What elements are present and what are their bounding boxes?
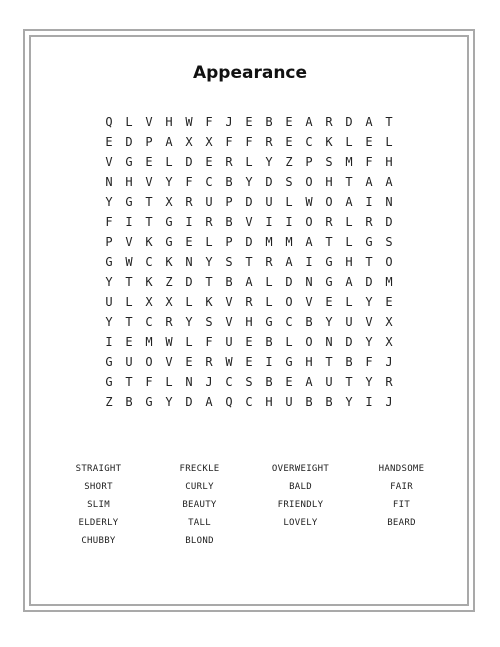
grid-cell: G <box>285 355 293 369</box>
grid-cell: Y <box>365 335 373 349</box>
grid-cell: P <box>225 195 233 209</box>
grid-cell: V <box>125 235 133 249</box>
grid-cell: R <box>165 315 173 329</box>
grid-cell: J <box>385 355 393 369</box>
grid-cell: M <box>385 275 393 289</box>
grid-cell: V <box>245 215 253 229</box>
grid-cell: T <box>125 315 133 329</box>
grid-cell: O <box>305 335 313 349</box>
grid-cell: I <box>265 215 273 229</box>
grid-cell: A <box>345 275 353 289</box>
grid-cell: R <box>385 375 393 389</box>
grid-cell: C <box>285 315 293 329</box>
grid-cell: L <box>345 135 353 149</box>
grid-cell: N <box>185 255 193 269</box>
word-list-item: BLOND <box>185 536 214 546</box>
grid-cell: J <box>205 375 213 389</box>
grid-cell: E <box>385 295 393 309</box>
grid-cell: D <box>385 215 393 229</box>
grid-cell: P <box>145 135 153 149</box>
grid-cell: A <box>245 275 253 289</box>
grid-cell: A <box>165 135 173 149</box>
word-list-item: BALD <box>289 482 312 492</box>
grid-cell: U <box>105 295 113 309</box>
grid-cell: L <box>205 235 213 249</box>
grid-cell: M <box>145 335 153 349</box>
grid-cell: G <box>125 155 133 169</box>
grid-cell: C <box>225 375 233 389</box>
grid-cell: E <box>285 135 293 149</box>
grid-cell: K <box>205 295 213 309</box>
grid-cell: B <box>225 275 233 289</box>
grid-cell: B <box>265 115 273 129</box>
grid-cell: E <box>365 135 373 149</box>
grid-cell: A <box>285 255 293 269</box>
grid-cell: Y <box>105 275 113 289</box>
grid-cell: D <box>365 275 373 289</box>
grid-cell: N <box>325 335 333 349</box>
grid-cell: U <box>225 335 233 349</box>
grid-cell: E <box>245 355 253 369</box>
grid-cell: V <box>225 315 233 329</box>
grid-cell: I <box>125 215 133 229</box>
grid-cell: O <box>285 295 293 309</box>
grid-cell: C <box>205 175 213 189</box>
grid-cell: L <box>125 115 133 129</box>
grid-cell: T <box>345 375 353 389</box>
grid-cell: R <box>365 215 373 229</box>
grid-cell: T <box>325 355 333 369</box>
grid-cell: T <box>345 175 353 189</box>
word-list-item: FAIR <box>390 482 413 492</box>
word-list-item: SLIM <box>87 500 110 510</box>
grid-cell: L <box>345 215 353 229</box>
grid-cell: F <box>365 355 373 369</box>
grid-cell: B <box>225 175 233 189</box>
grid-cell: B <box>305 315 313 329</box>
grid-cell: E <box>285 115 293 129</box>
grid-cell: Y <box>105 195 113 209</box>
grid-cell: G <box>265 315 273 329</box>
grid-cell: O <box>385 255 393 269</box>
grid-cell: U <box>325 375 333 389</box>
grid-cell: P <box>225 235 233 249</box>
grid-cell: G <box>165 215 173 229</box>
grid-cell: L <box>265 275 273 289</box>
grid-cell: F <box>145 375 153 389</box>
grid-cell: R <box>225 155 233 169</box>
grid-cell: F <box>105 215 113 229</box>
grid-cell: T <box>365 255 373 269</box>
word-list-item: CURLY <box>185 482 214 492</box>
grid-cell: T <box>325 235 333 249</box>
grid-cell: D <box>345 115 353 129</box>
grid-cell: R <box>205 355 213 369</box>
grid-cell: E <box>185 235 193 249</box>
grid-cell: I <box>185 215 193 229</box>
grid-cell: Y <box>365 295 373 309</box>
grid-cell: R <box>205 215 213 229</box>
grid-cell: K <box>145 235 153 249</box>
grid-cell: S <box>385 235 393 249</box>
grid-cell: S <box>325 155 333 169</box>
grid-cell: V <box>105 155 113 169</box>
grid-cell: W <box>225 355 233 369</box>
grid-cell: H <box>325 175 333 189</box>
grid-cell: G <box>165 235 173 249</box>
grid-cell: L <box>125 295 133 309</box>
grid-cell: L <box>345 295 353 309</box>
grid-cell: B <box>265 335 273 349</box>
grid-cell: E <box>125 335 133 349</box>
grid-cell: R <box>245 295 253 309</box>
grid-cell: I <box>365 395 373 409</box>
grid-cell: J <box>225 115 233 129</box>
grid-cell: O <box>325 195 333 209</box>
grid-cell: F <box>365 155 373 169</box>
grid-cell: Y <box>265 155 273 169</box>
grid-cell: Z <box>285 155 293 169</box>
grid-cell: A <box>305 235 313 249</box>
grid-cell: E <box>185 355 193 369</box>
grid-cell: N <box>185 375 193 389</box>
word-list-item: FRIENDLY <box>277 500 324 510</box>
grid-cell: I <box>265 355 273 369</box>
grid-cell: P <box>305 155 313 169</box>
grid-cell: G <box>105 375 113 389</box>
grid-cell: X <box>385 335 393 349</box>
grid-cell: A <box>345 195 353 209</box>
grid-cell: F <box>245 135 253 149</box>
word-list-item: HANDSOME <box>378 464 425 474</box>
grid-cell: L <box>185 295 193 309</box>
grid-cell: T <box>145 195 153 209</box>
grid-cell: Y <box>365 375 373 389</box>
word-list-item: LOVELY <box>283 518 318 528</box>
grid-cell: L <box>185 335 193 349</box>
grid-cell: E <box>205 155 213 169</box>
grid-cell: N <box>305 275 313 289</box>
grid-cell: D <box>265 175 273 189</box>
grid-cell: H <box>165 115 173 129</box>
grid-cell: H <box>345 255 353 269</box>
grid-cell: A <box>305 115 313 129</box>
grid-cell: V <box>145 175 153 189</box>
grid-cell: P <box>105 235 113 249</box>
grid-cell: B <box>125 395 133 409</box>
grid-cell: U <box>205 195 213 209</box>
grid-cell: H <box>265 395 273 409</box>
grid-cell: T <box>125 375 133 389</box>
grid-cell: D <box>245 235 253 249</box>
grid-cell: F <box>225 135 233 149</box>
word-list-item: FIT <box>392 500 411 510</box>
grid-cell: X <box>185 135 193 149</box>
grid-cell: C <box>305 135 313 149</box>
grid-cell: H <box>125 175 133 189</box>
grid-cell: B <box>265 375 273 389</box>
grid-cell: L <box>265 295 273 309</box>
grid-cell: U <box>125 355 133 369</box>
grid-cell: V <box>365 315 373 329</box>
grid-cell: K <box>165 255 173 269</box>
grid-cell: L <box>165 155 173 169</box>
grid-cell: I <box>365 195 373 209</box>
word-list-item: SHORT <box>84 482 113 492</box>
grid-cell: U <box>265 195 273 209</box>
grid-cell: W <box>185 115 193 129</box>
grid-cell: X <box>385 315 393 329</box>
grid-cell: D <box>125 135 133 149</box>
grid-cell: X <box>165 295 173 309</box>
grid-cell: M <box>265 235 273 249</box>
grid-cell: G <box>105 255 113 269</box>
grid-cell: V <box>305 295 313 309</box>
grid-cell: D <box>245 195 253 209</box>
grid-cell: G <box>105 355 113 369</box>
grid-cell: H <box>385 155 393 169</box>
grid-cell: D <box>185 275 193 289</box>
grid-cell: T <box>125 275 133 289</box>
grid-cell: Z <box>105 395 113 409</box>
grid-cell: G <box>365 235 373 249</box>
grid-cell: Y <box>205 255 213 269</box>
grid-cell: L <box>345 235 353 249</box>
grid-cell: W <box>125 255 133 269</box>
grid-cell: O <box>145 355 153 369</box>
grid-cell: N <box>105 175 113 189</box>
grid-cell: E <box>245 335 253 349</box>
grid-cell: E <box>245 115 253 129</box>
grid-cell: I <box>285 215 293 229</box>
grid-cell: A <box>205 395 213 409</box>
grid-cell: A <box>365 115 373 129</box>
grid-cell: T <box>145 215 153 229</box>
grid-cell: D <box>185 395 193 409</box>
grid-cell: C <box>245 395 253 409</box>
grid-cell: X <box>205 135 213 149</box>
grid-cell: G <box>325 255 333 269</box>
word-list <box>48 460 452 550</box>
grid-cell: V <box>225 295 233 309</box>
grid-cell: G <box>145 395 153 409</box>
word-list-item: STRAIGHT <box>75 464 122 474</box>
grid-cell: F <box>205 115 213 129</box>
grid-cell: M <box>345 155 353 169</box>
word-list-item: OVERWEIGHT <box>271 464 330 474</box>
grid-cell: L <box>285 195 293 209</box>
word-list-item: ELDERLY <box>78 518 119 528</box>
grid-cell: G <box>325 275 333 289</box>
grid-cell: Y <box>325 315 333 329</box>
grid-cell: L <box>385 135 393 149</box>
grid-cell: Z <box>165 275 173 289</box>
word-list-item: TALL <box>188 518 211 528</box>
grid-cell: O <box>305 215 313 229</box>
grid-cell: Y <box>185 315 193 329</box>
grid-cell: N <box>385 195 393 209</box>
grid-cell: Y <box>345 395 353 409</box>
letter-grid <box>99 112 399 412</box>
grid-cell: H <box>305 355 313 369</box>
grid-cell: T <box>385 115 393 129</box>
grid-cell: W <box>305 195 313 209</box>
grid-cell: K <box>325 135 333 149</box>
grid-cell: I <box>305 255 313 269</box>
grid-cell: F <box>205 335 213 349</box>
grid-cell: S <box>285 175 293 189</box>
grid-cell: L <box>245 155 253 169</box>
grid-cell: Y <box>245 175 253 189</box>
grid-cell: X <box>145 295 153 309</box>
word-list-item: CHUBBY <box>81 536 116 546</box>
grid-cell: S <box>225 255 233 269</box>
grid-cell: A <box>365 175 373 189</box>
grid-cell: X <box>165 195 173 209</box>
puzzle-title: Appearance <box>192 63 308 83</box>
grid-cell: B <box>305 395 313 409</box>
grid-cell: E <box>145 155 153 169</box>
grid-cell: J <box>385 395 393 409</box>
grid-cell: R <box>265 135 273 149</box>
word-list-item: BEARD <box>387 518 416 528</box>
word-list-item: BEAUTY <box>182 500 217 510</box>
grid-cell: I <box>105 335 113 349</box>
grid-cell: L <box>285 335 293 349</box>
grid-cell: T <box>245 255 253 269</box>
grid-cell: H <box>245 315 253 329</box>
grid-cell: Y <box>165 175 173 189</box>
grid-cell: S <box>205 315 213 329</box>
grid-cell: U <box>345 315 353 329</box>
grid-cell: R <box>325 115 333 129</box>
grid-cell: W <box>165 335 173 349</box>
grid-cell: L <box>165 375 173 389</box>
grid-cell: E <box>105 135 113 149</box>
grid-cell: O <box>305 175 313 189</box>
grid-cell: Q <box>225 395 233 409</box>
grid-cell: S <box>245 375 253 389</box>
grid-cell: M <box>285 235 293 249</box>
grid-cell: C <box>145 255 153 269</box>
grid-cell: K <box>145 275 153 289</box>
grid-cell: R <box>185 195 193 209</box>
grid-cell: V <box>145 115 153 129</box>
word-list-item: FRECKLE <box>179 464 220 474</box>
grid-cell: Y <box>165 395 173 409</box>
grid-cell: C <box>145 315 153 329</box>
grid-cell: A <box>385 175 393 189</box>
grid-cell: B <box>325 395 333 409</box>
grid-cell: F <box>185 175 193 189</box>
grid-cell: T <box>205 275 213 289</box>
grid-cell: D <box>185 155 193 169</box>
grid-cell: E <box>325 295 333 309</box>
grid-cell: R <box>265 255 273 269</box>
grid-cell: A <box>305 375 313 389</box>
grid-cell: D <box>285 275 293 289</box>
grid-cell: G <box>125 195 133 209</box>
grid-cell: B <box>225 215 233 229</box>
grid-cell: U <box>285 395 293 409</box>
grid-cell: R <box>325 215 333 229</box>
grid-cell: V <box>165 355 173 369</box>
grid-cell: D <box>345 335 353 349</box>
grid-cell: Q <box>105 115 113 129</box>
grid-cell: E <box>285 375 293 389</box>
grid-cell: Y <box>105 315 113 329</box>
grid-cell: B <box>345 355 353 369</box>
